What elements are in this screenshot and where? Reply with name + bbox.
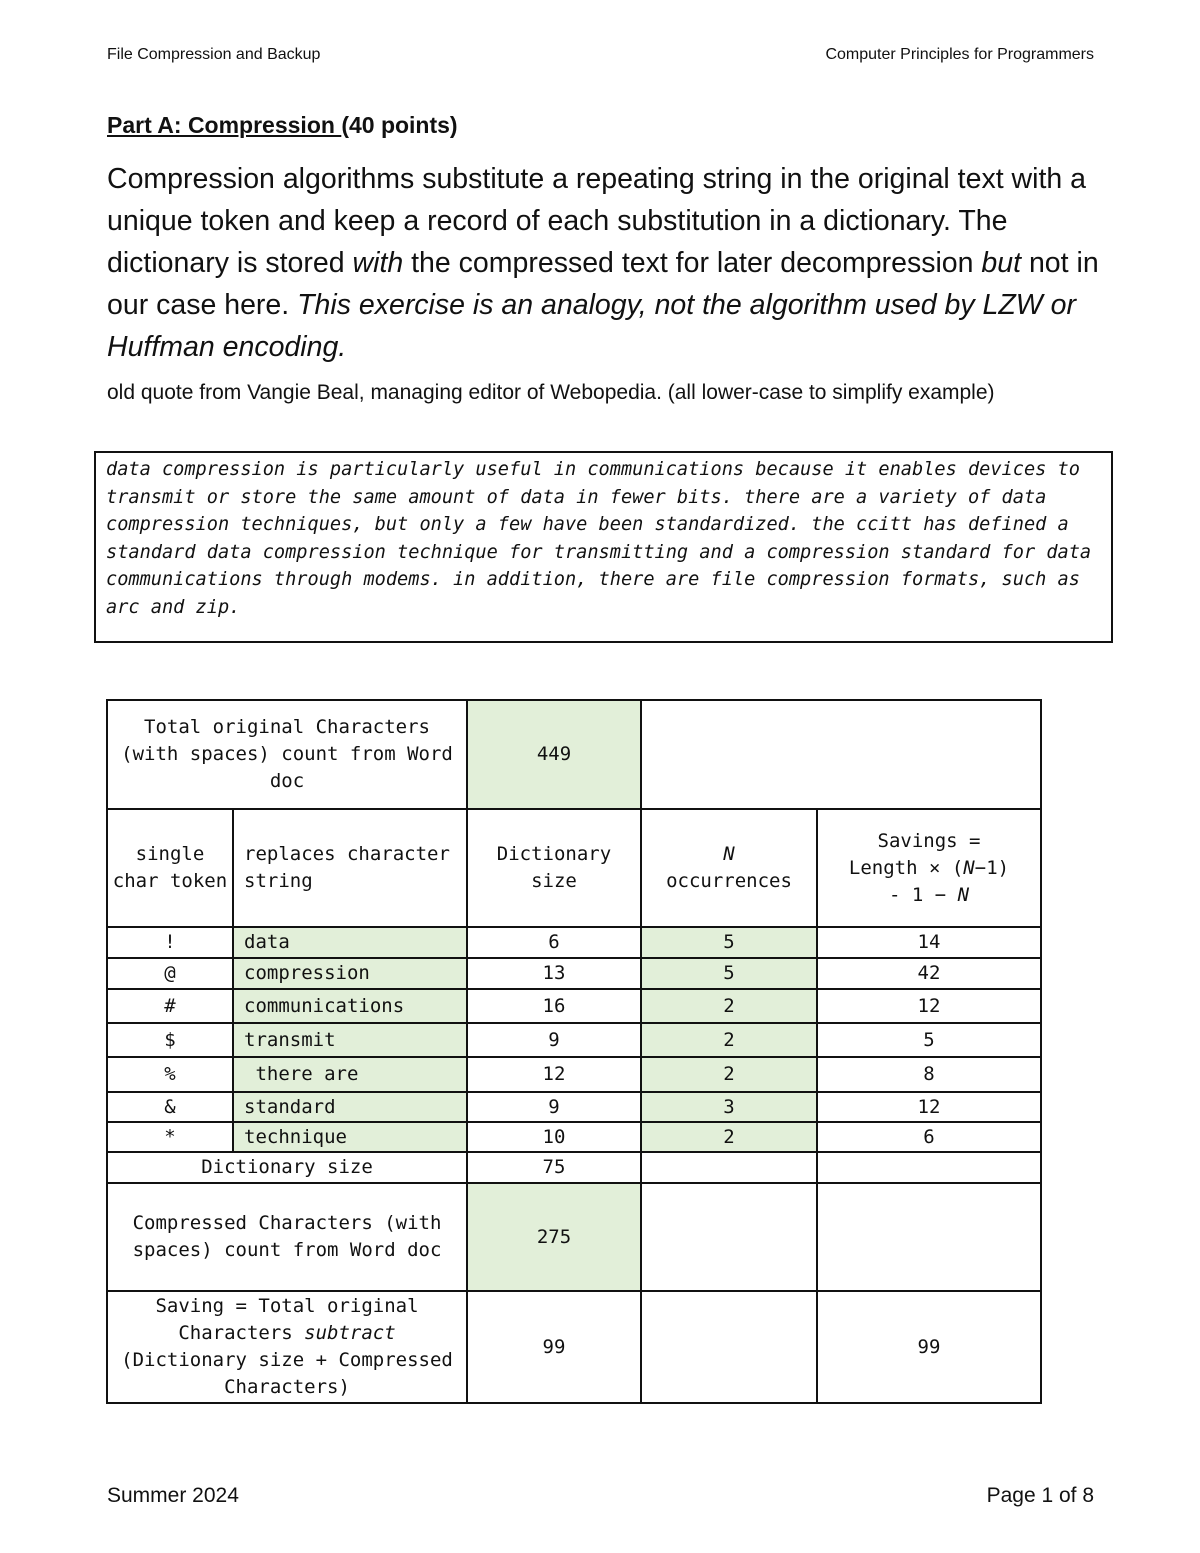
savings-cell: 6 [817, 1122, 1041, 1152]
replaced-string-cell: technique [233, 1122, 467, 1152]
dictionary-total-value: 75 [467, 1152, 641, 1183]
table-row-compressed [107, 1183, 1041, 1291]
compression-table [106, 699, 1042, 1404]
n-variable: N [723, 843, 735, 865]
header-course-name: Computer Principles for Programmers [825, 46, 1094, 63]
savings-n-1: N [963, 856, 975, 879]
part-title-main: Part A: Compression [107, 112, 342, 138]
token-cell: & [107, 1092, 233, 1122]
col-header-token: single char token [107, 809, 233, 927]
dictionary-size-cell: 13 [467, 958, 641, 989]
replaced-string-cell: data [233, 927, 467, 958]
occurrences-cell: 5 [641, 927, 817, 958]
part-title-points: (40 points) [341, 112, 458, 138]
compressed-value: 275 [467, 1183, 641, 1291]
dictionary-size-cell: 10 [467, 1122, 641, 1152]
saving-label-subtract: subtract [304, 1322, 396, 1344]
occurrences-cell: 3 [641, 1092, 817, 1122]
savings-line-2a: Length × ( [848, 856, 964, 879]
empty-cell [641, 1152, 817, 1183]
empty-cell [641, 1183, 817, 1291]
replaced-string-cell: transmit [233, 1023, 467, 1057]
token-cell: ! [107, 927, 233, 958]
occurrences-text: occurrences [666, 870, 792, 892]
savings-cell: 5 [817, 1023, 1041, 1057]
quote-text-box: data compression is particularly useful in communications because it enables devices to transmit or store the same amount of data in fewer bits. there are a variety of data compression techniques, but only a few have been standardized. the ccitt has defined a standard data compression technique for transmitting and a compression standard for data communications through modems. in addition, there are file compression formats, such as arc and zip. [94, 451, 1113, 643]
footer-page-number: Page 1 of 8 [986, 1484, 1094, 1507]
savings-cell: 8 [817, 1057, 1041, 1092]
token-cell: $ [107, 1023, 233, 1057]
table-header-row [107, 809, 1041, 927]
dictionary-size-cell: 12 [467, 1057, 641, 1092]
intro-text-1: Compression algorithms substitute a repeating string in the original text with a unique token and keep a record of each substitution in a dictionary. The dictionary is stored [107, 163, 1086, 279]
intro-with: with [352, 247, 404, 279]
part-title [107, 112, 458, 139]
token-cell: @ [107, 958, 233, 989]
intro-analogy-note: This exercise is an analogy, not the algorithm used by LZW or Huffman encoding. [107, 289, 1076, 363]
occurrences-cell: 2 [641, 1122, 817, 1152]
occurrences-cell: 2 [641, 989, 817, 1023]
col-header-savings [817, 809, 1041, 927]
intro-text-2: the compressed text for later decompression [403, 247, 982, 279]
table-row [107, 1122, 1041, 1152]
savings-line-1: Savings = [877, 829, 981, 852]
total-original-label: Total original Characters (with spaces) count from Word doc [107, 700, 467, 809]
empty-cell [641, 700, 1041, 809]
savings-line-3: - 1 − [888, 883, 958, 906]
table-row [107, 927, 1041, 958]
col-header-occurrences [641, 809, 817, 927]
table-row [107, 1092, 1041, 1122]
token-cell: # [107, 989, 233, 1023]
saving-value: 99 [467, 1291, 641, 1403]
intro-paragraph [107, 158, 1107, 368]
header-course-topic: File Compression and Backup [107, 46, 321, 63]
token-cell: * [107, 1122, 233, 1152]
occurrences-cell: 2 [641, 1057, 817, 1092]
dictionary-size-cell: 9 [467, 1092, 641, 1122]
occurrences-cell: 5 [641, 958, 817, 989]
table-row-saving [107, 1291, 1041, 1403]
savings-n-2: N [957, 883, 970, 906]
savings-cell: 12 [817, 989, 1041, 1023]
table-row [107, 1057, 1041, 1092]
token-cell: % [107, 1057, 233, 1092]
savings-cell: 12 [817, 1092, 1041, 1122]
col-header-dictionary-size: Dictionary size [467, 809, 641, 927]
empty-cell [817, 1152, 1041, 1183]
dictionary-size-cell: 16 [467, 989, 641, 1023]
dictionary-size-cell: 6 [467, 927, 641, 958]
empty-cell [817, 1183, 1041, 1291]
token-rows [107, 927, 1041, 1152]
footer-term: Summer 2024 [107, 1484, 239, 1507]
compressed-label: Compressed Characters (with spaces) count from Word doc [107, 1183, 467, 1291]
savings-cell: 14 [817, 927, 1041, 958]
saving-label-text-1: Saving = Total original Characters [155, 1295, 419, 1344]
table-row [107, 1023, 1041, 1057]
intro-but: but [981, 247, 1022, 279]
intro-text-3: not in our case here. [107, 247, 1099, 321]
replaced-string-cell: there are [233, 1057, 467, 1092]
occurrences-cell: 2 [641, 1023, 817, 1057]
savings-line-2b: −1) [974, 856, 1010, 879]
quote-source: old quote from Vangie Beal, managing editor of Webopedia. (all lower-case to simplify example) [107, 381, 995, 404]
savings-cell: 42 [817, 958, 1041, 989]
saving-check-value: 99 [817, 1291, 1041, 1403]
table-row-total [107, 700, 1041, 809]
dictionary-total-label: Dictionary size [107, 1152, 467, 1183]
col-header-replaces: replaces character string [233, 809, 467, 927]
empty-cell [641, 1291, 817, 1403]
replaced-string-cell: communications [233, 989, 467, 1023]
saving-label [107, 1291, 467, 1403]
table-row-dictionary-total [107, 1152, 1041, 1183]
replaced-string-cell: compression [233, 958, 467, 989]
total-original-value: 449 [467, 700, 641, 809]
table-row [107, 989, 1041, 1023]
saving-label-text-2: (Dictionary size + Compressed Characters) [121, 1349, 453, 1398]
replaced-string-cell: standard [233, 1092, 467, 1122]
table-row [107, 958, 1041, 989]
dictionary-size-cell: 9 [467, 1023, 641, 1057]
